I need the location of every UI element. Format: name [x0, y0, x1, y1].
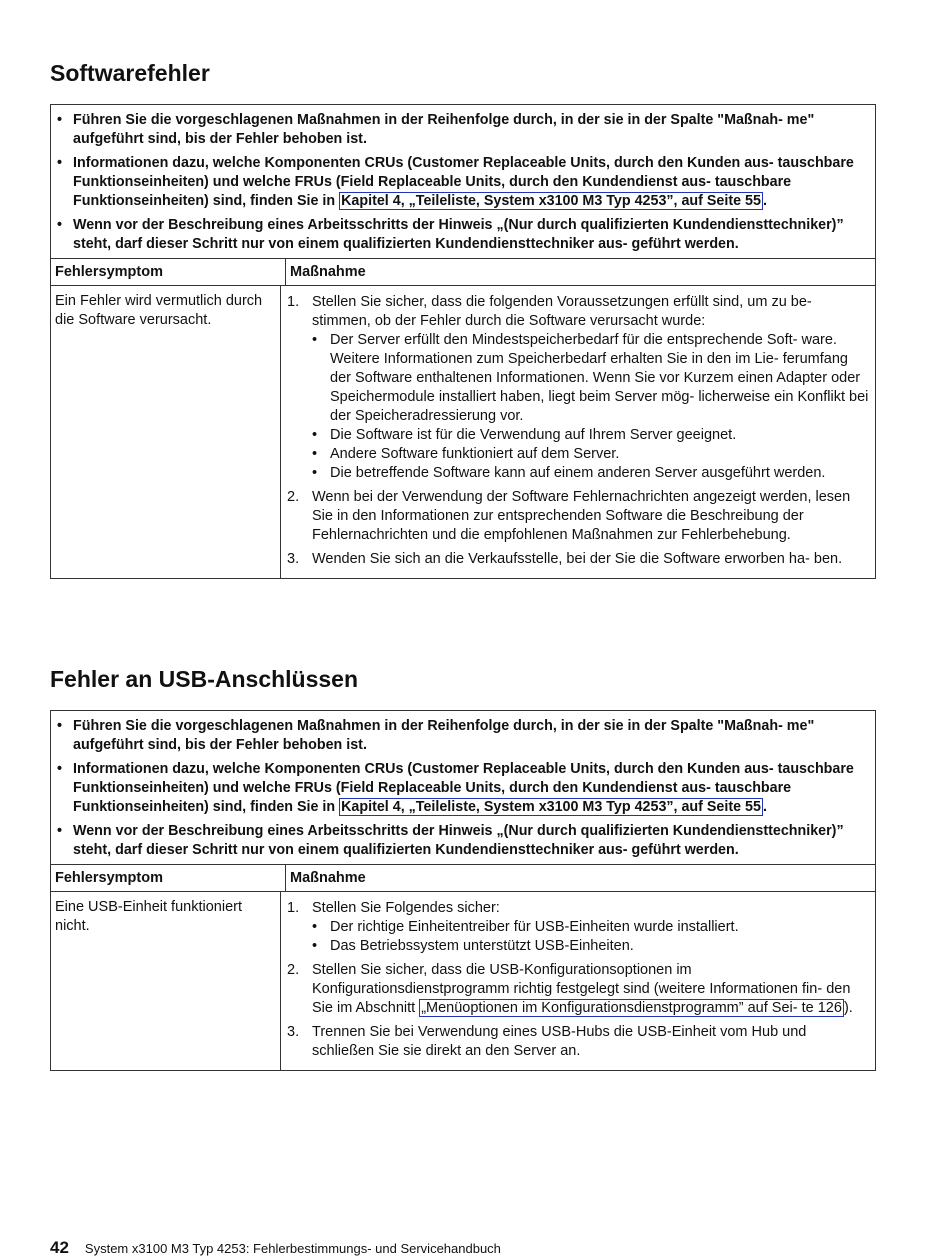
footer-text: System x3100 M3 Typ 4253: Fehlerbestimmungs- und Servicehandbuch [84, 1241, 501, 1256]
sub-item: • Andere Software funktioniert auf dem Server. [312, 446, 620, 462]
instructions-box [51, 105, 875, 259]
note-text: Informationen dazu, welche Komponenten CRUs (Customer Replaceable Units, durch den Kunden aus- tauschbare Funktionseinheiten) und welche FRUs (Field Replaceable Units, durch den Kundendienst aus- tauschbare Funktionseinheiten) sind, finden Sie in [73, 155, 854, 209]
note-item: • Führen Sie die vorgeschlagenen Maßnahmen in der Reihenfolge durch, in der sie in der Spalte "Maßnah- me" aufgeführt sind, bis der Fehler behoben ist. [57, 112, 815, 147]
action-step: 3. Trennen Sie bei Verwendung eines USB-Hubs die USB-Einheit vom Hub und schließen Sie sie direkt an den Server an. [287, 1024, 807, 1059]
troubleshooting-table [50, 710, 876, 1071]
action-step: 1. Stellen Sie sicher, dass die folgenden Voraussetzungen erfüllt sind, um zu be- stimmen, ob der Fehler durch die Software verursacht wurde: • Der Server erfüllt den Mindestspeicherbedarf für die entsprechende Soft- ware. Weitere Informationen zum Speicherbedarf erhalten Sie in den im Lie- ferumfang der Software enthaltenen Informationen. Wenn Sie vor Kurzem einen Adapter oder Speichermodule installiert haben, liegt beim Server mög- licherweise ein Konflikt bei der Speicheradressierung vor. • Die Software ist für die Verwendung auf Ihrem Server geeignet. • Andere Software funktioniert auf dem Server. • Die betreffende Software kann auf einem anderen Server ausgeführt werden. [287, 293, 871, 483]
note-text: Führen Sie die vorgeschlagenen Maßnahmen in der Reihenfolge durch, in der sie in der Spalte "Maßnah- me" aufgeführt sind, bis der Fehler behoben ist. [73, 718, 815, 753]
table-row [51, 892, 875, 1070]
note-text: Wenn vor der Beschreibung eines Arbeitsschritts der Hinweis „(Nur durch qualifizierten Kundendiensttechniker)” steht, darf dieser Schritt nur von einem qualifizierten Kundendiensttechniker aus- geführt werden. [73, 217, 844, 252]
instructions-box [51, 711, 875, 865]
symptom-cell: Ein Fehler wird vermutlich durch die Software verursacht. [51, 286, 281, 578]
table-header [51, 865, 875, 892]
table-row [51, 286, 875, 578]
header-action: Maßnahme [290, 870, 366, 886]
chapter-link[interactable]: Kapitel 4, „Teileliste, System x3100 M3 Typ 4253”, auf Seite 55 [341, 193, 761, 209]
note-item: • Wenn vor der Beschreibung eines Arbeitsschritts der Hinweis „(Nur durch qualifizierten Kundendiensttechniker)” steht, darf dieser Schritt nur von einem qualifizierten Kundendiensttechniker aus- geführt werden. [57, 217, 844, 252]
note-text: Wenn vor der Beschreibung eines Arbeitsschritts der Hinweis „(Nur durch qualifizierten Kundendiensttechniker)” steht, darf dieser Schritt nur von einem qualifizierten Kundendiensttechniker aus- geführt werden. [73, 823, 844, 858]
sub-item: • Die betreffende Software kann auf einem anderen Server ausgeführt werden. [312, 465, 826, 481]
section-usb-errors [50, 666, 876, 1059]
page-footer [50, 1238, 501, 1258]
troubleshooting-table [50, 104, 876, 579]
section-software-errors [50, 60, 876, 567]
action-step: 3. Wenden Sie sich an die Verkaufsstelle, bei der Sie die Software erworben ha- ben. [287, 551, 843, 567]
sub-item: • Die Software ist für die Verwendung auf Ihrem Server geeignet. [312, 427, 737, 443]
action-cell [281, 892, 875, 1070]
sub-item: • Der richtige Einheitentreiber für USB-Einheiten wurde installiert. [312, 919, 739, 935]
symptom-cell: Eine USB-Einheit funktioniert nicht. [51, 892, 281, 1070]
section-title: Softwarefehler [50, 60, 210, 86]
note-item: • Führen Sie die vorgeschlagenen Maßnahmen in der Reihenfolge durch, in der sie in der Spalte "Maßnah- me" aufgeführt sind, bis der Fehler behoben ist. [57, 718, 815, 753]
action-cell [281, 286, 875, 578]
sub-item: • Der Server erfüllt den Mindestspeicherbedarf für die entsprechende Soft- ware. Weitere Informationen zum Speicherbedarf erhalten Sie in den im Lie- ferumfang der Software enthaltenen Informationen. Wenn Sie vor Kurzem einen Adapter oder Speichermodule installiert haben, liegt beim Server mög- licherweise ein Konflikt bei der Speicheradressierung vor. [312, 332, 869, 424]
note-text: Führen Sie die vorgeschlagenen Maßnahmen in der Reihenfolge durch, in der sie in der Spalte "Maßnah- me" aufgeführt sind, bis der Fehler behoben ist. [73, 112, 815, 147]
header-symptom: Fehlersymptom [51, 865, 286, 891]
action-step: 1. Stellen Sie Folgendes sicher: • Der richtige Einheitentreiber für USB-Einheiten wurde installiert. • Das Betriebssystem unterstützt USB-Einheiten. [287, 899, 871, 956]
setup-utility-link[interactable]: „Menüoptionen im Konfigurationsdienstprogramm” auf Sei- te 126 [421, 1000, 842, 1016]
action-step: 2. Wenn bei der Verwendung der Software Fehlernachrichten angezeigt werden, lesen Sie in den Informationen zur entsprechenden Software die Beschreibung der Fehlernachrichten und die empfohlenen Maßnahmen zur Fehlerbehebung. [287, 489, 851, 543]
sub-item: • Das Betriebssystem unterstützt USB-Einheiten. [312, 938, 634, 954]
note-text: Informationen dazu, welche Komponenten CRUs (Customer Replaceable Units, durch den Kunden aus- tauschbare Funktionseinheiten) und welche FRUs (Field Replaceable Units, durch den Kundendienst aus- tauschbare Funktionseinheiten) sind, finden Sie in [73, 761, 854, 815]
section-title: Fehler an USB-Anschlüssen [50, 666, 359, 692]
table-header [51, 259, 875, 286]
header-action: Maßnahme [290, 264, 366, 280]
note-item: • Informationen dazu, welche Komponenten CRUs (Customer Replaceable Units, durch den Kunden aus- tauschbare Funktionseinheiten) und welche FRUs (Field Replaceable Units, durch den Kundendienst aus- tauschbare Funktionseinheiten) sind, finden Sie in Kapitel 4, „Teileliste, System x3100 M3 Typ 4253”, auf Seite 55 . [57, 155, 854, 209]
page-number: 42 [50, 1238, 69, 1257]
note-item: • Wenn vor der Beschreibung eines Arbeitsschritts der Hinweis „(Nur durch qualifizierten Kundendiensttechniker)” steht, darf dieser Schritt nur von einem qualifizierten Kundendiensttechniker aus- geführt werden. [57, 823, 844, 858]
header-symptom: Fehlersymptom [51, 259, 286, 285]
chapter-link[interactable]: Kapitel 4, „Teileliste, System x3100 M3 Typ 4253”, auf Seite 55 [341, 799, 761, 815]
note-item: • Informationen dazu, welche Komponenten CRUs (Customer Replaceable Units, durch den Kunden aus- tauschbare Funktionseinheiten) und welche FRUs (Field Replaceable Units, durch den Kundendienst aus- tauschbare Funktionseinheiten) sind, finden Sie in Kapitel 4, „Teileliste, System x3100 M3 Typ 4253”, auf Seite 55 . [57, 761, 854, 815]
action-step: 2. Stellen Sie sicher, dass die USB-Konfigurationsoptionen im Konfigurationsdienstprogramm richtig festgelegt sind (weitere Informationen fin- den Sie im Abschnitt „Menüoptionen im Konfigurationsdienstprogramm” auf Sei- te 126 ). [287, 962, 853, 1016]
